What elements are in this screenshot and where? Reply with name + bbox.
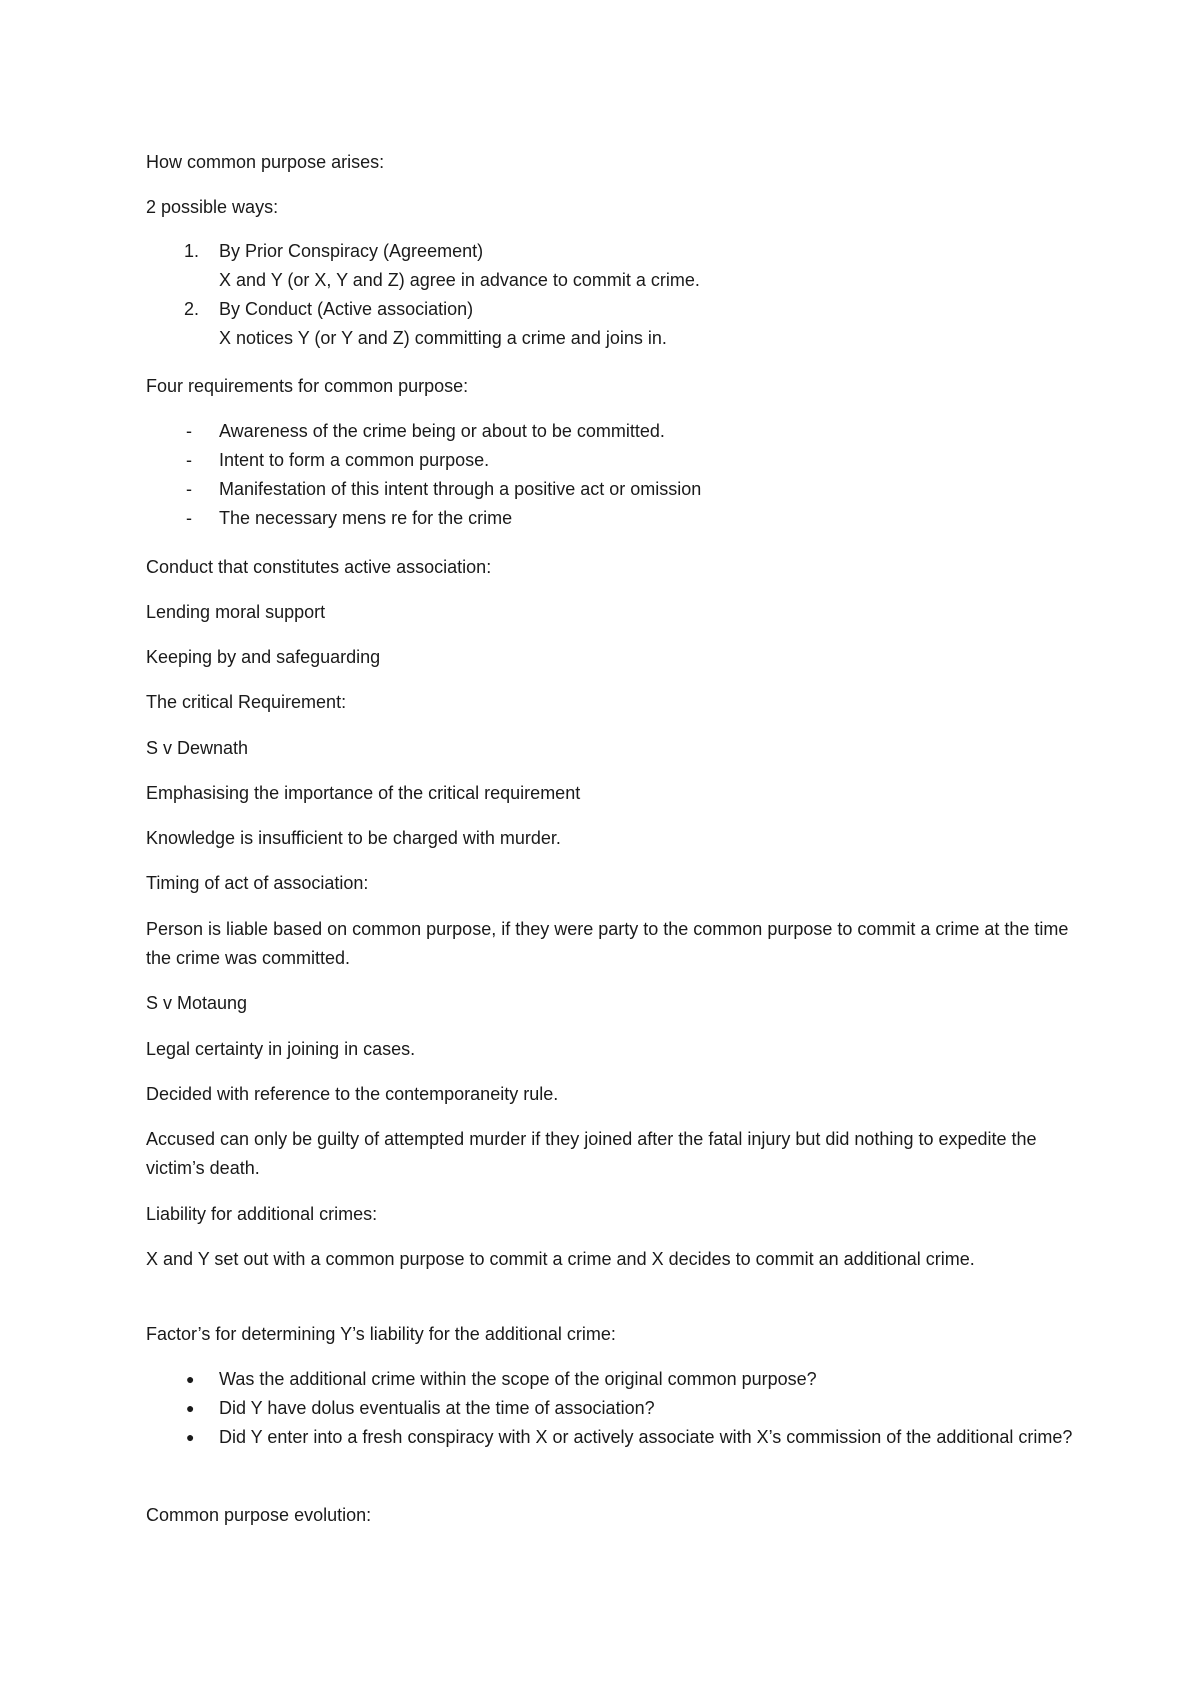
factors-heading: Factor’s for determining Y’s liability for the additional crime: [146,1324,616,1344]
bullet-marker: ● [186,1429,195,1445]
emphasising-critical-requirement: Emphasising the importance of the critical requirement [146,783,581,803]
factor-1: Was the additional crime within the scope of the original common purpose? [219,1369,817,1389]
two-possible-ways: 2 possible ways: [146,197,279,217]
requirement-2: Intent to form a common purpose. [219,450,490,470]
list-number-1: 1. [184,241,200,261]
way-2-title: By Conduct (Active association) [219,299,474,319]
bullet-marker: ● [186,1400,195,1416]
knowledge-insufficient: Knowledge is insufficient to be charged with murder. [146,828,561,848]
contemporaneity-rule: Decided with reference to the contemporaneity rule. [146,1084,559,1104]
heading-common-purpose: How common purpose arises: [146,152,385,172]
dash-marker: - [186,421,192,441]
four-requirements-heading: Four requirements for common purpose: [146,376,469,396]
dash-marker: - [186,479,192,499]
evolution-heading: Common purpose evolution: [146,1505,372,1525]
dash-marker: - [186,508,192,528]
factor-3: Did Y enter into a fresh conspiracy with X or actively associate with X’s commission of the additional crime? [219,1427,1073,1447]
list-number-2: 2. [184,299,200,319]
requirement-1: Awareness of the crime being or about to be committed. [219,421,665,441]
requirement-3: Manifestation of this intent through a positive act or omission [219,479,702,499]
keeping-by-safeguarding: Keeping by and safeguarding [146,647,381,667]
bullet-marker: ● [186,1371,195,1387]
lending-moral-support: Lending moral support [146,602,326,622]
way-1-detail: X and Y (or X, Y and Z) agree in advance to commit a crime. [219,270,700,290]
liability-heading: Liability for additional crimes: [146,1204,378,1224]
person-liable-paragraph: Person is liable based on common purpose, if they were party to the common purpose to commit a crime at the time the crime was committed. [146,919,1069,968]
accused-attempted-murder: Accused can only be guilty of attempted murder if they joined after the fatal injury but did nothing to expedite the victim’s death. [146,1129,1037,1178]
case-dewnath: S v Dewnath [146,738,249,758]
way-1-title: By Prior Conspiracy (Agreement) [219,241,484,261]
x-and-y-paragraph: X and Y set out with a common purpose to commit a crime and X decides to commit an additional crime. [146,1249,975,1269]
factor-2: Did Y have dolus eventualis at the time of association? [219,1398,655,1418]
case-motaung: S v Motaung [146,993,248,1013]
requirement-4: The necessary mens re for the crime [219,508,513,528]
dash-marker: - [186,450,192,470]
legal-certainty: Legal certainty in joining in cases. [146,1039,416,1059]
critical-requirement-heading: The critical Requirement: [146,692,347,712]
timing-heading: Timing of act of association: [146,873,369,893]
conduct-heading: Conduct that constitutes active association: [146,557,492,577]
way-2-detail: X notices Y (or Y and Z) committing a crime and joins in. [219,328,667,348]
